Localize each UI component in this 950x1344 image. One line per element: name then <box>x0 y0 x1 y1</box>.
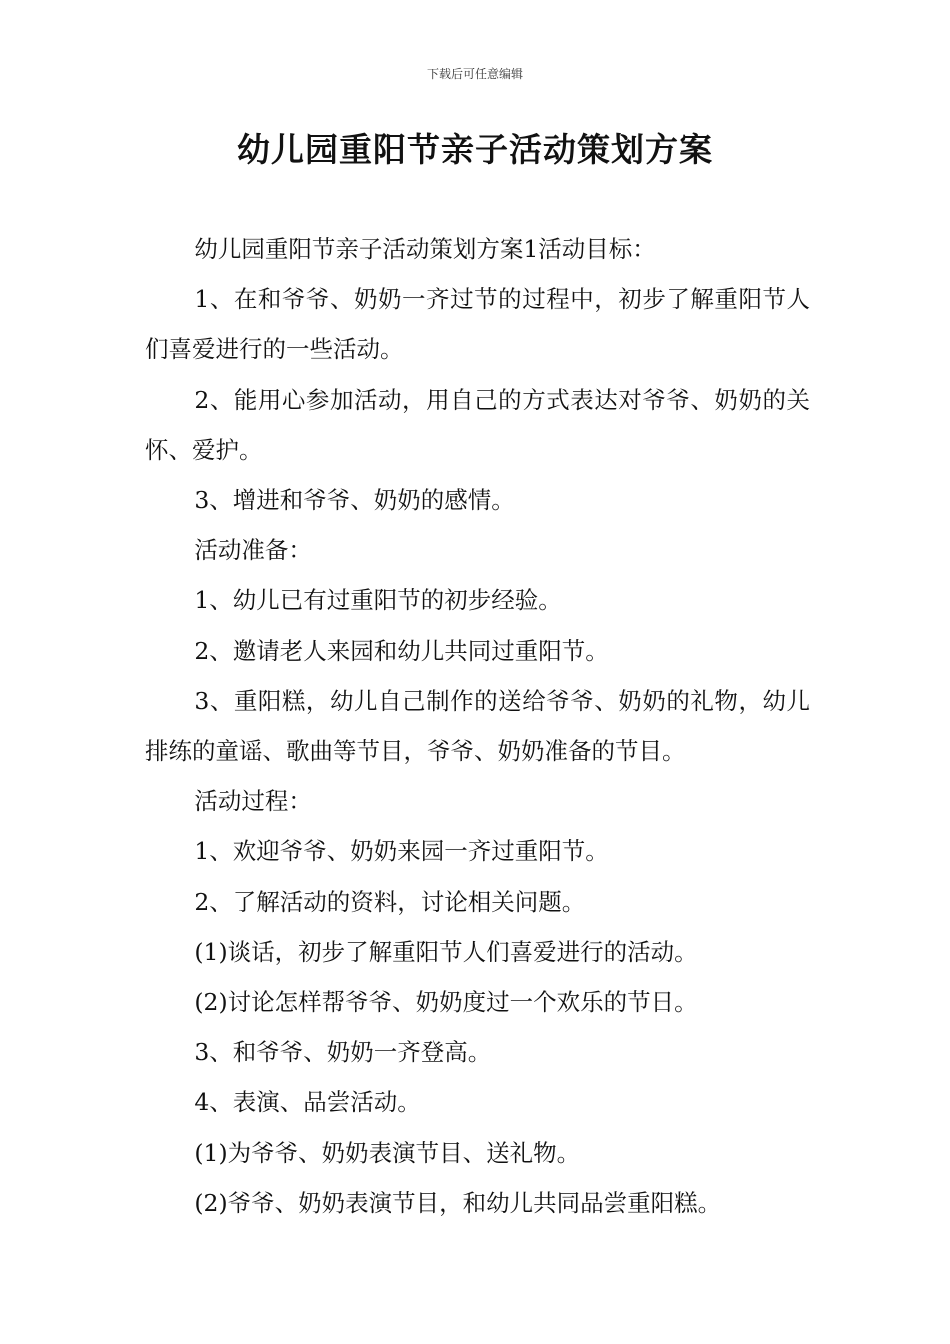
section-heading-preparation: 活动准备： <box>194 536 312 565</box>
paragraph-process-2-sub-1: (1)谈话，初步了解重阳节人们喜爱进行的活动。 <box>194 937 698 966</box>
paragraph-process-3: 3、和爷爷、奶奶一齐登高。 <box>194 1038 492 1067</box>
paragraph-preparation-1: 1、幼儿已有过重阳节的初步经验。 <box>194 586 562 615</box>
paragraph-goal-3: 3、增进和爷爷、奶奶的感情。 <box>194 486 515 515</box>
document-body <box>145 224 810 1228</box>
paragraph-process-4-sub-2: (2)爷爷、奶奶表演节目，和幼儿共同品尝重阳糕。 <box>194 1188 722 1217</box>
paragraph-process-1: 1、欢迎爷爷、奶奶来园一齐过重阳节。 <box>194 837 609 866</box>
paragraph-goal-2: 2、能用心参加活动，用自己的方式表达对爷爷、奶奶的关怀、爱护。 <box>145 385 810 464</box>
paragraph-preparation-2: 2、邀请老人来园和幼儿共同过重阳节。 <box>194 636 609 665</box>
paragraph-goal-1: 1、在和爷爷、奶奶一齐过节的过程中，初步了解重阳节人们喜爱进行的一些活动。 <box>145 285 810 364</box>
paragraph-process-4-sub-1: (1)为爷爷、奶奶表演节目、送礼物。 <box>194 1138 581 1167</box>
document-title: 幼儿园重阳节亲子活动策划方案 <box>237 130 713 169</box>
header-note: 下载后可任意编辑 <box>426 67 523 81</box>
paragraph-plan-heading: 幼儿园重阳节亲子活动策划方案1活动目标： <box>194 235 656 263</box>
section-heading-process: 活动过程： <box>194 787 312 816</box>
paragraph-process-2: 2、了解活动的资料，讨论相关问题。 <box>194 887 586 916</box>
paragraph-process-2-sub-2: (2)讨论怎样帮爷爷、奶奶度过一个欢乐的节日。 <box>194 988 698 1017</box>
paragraph-process-4: 4、表演、品尝活动。 <box>194 1088 421 1117</box>
paragraph-preparation-3: 3、重阳糕，幼儿自己制作的送给爷爷、奶奶的礼物，幼儿排练的童谣、歌曲等节目，爷爷、奶奶准备的节目。 <box>145 686 810 766</box>
